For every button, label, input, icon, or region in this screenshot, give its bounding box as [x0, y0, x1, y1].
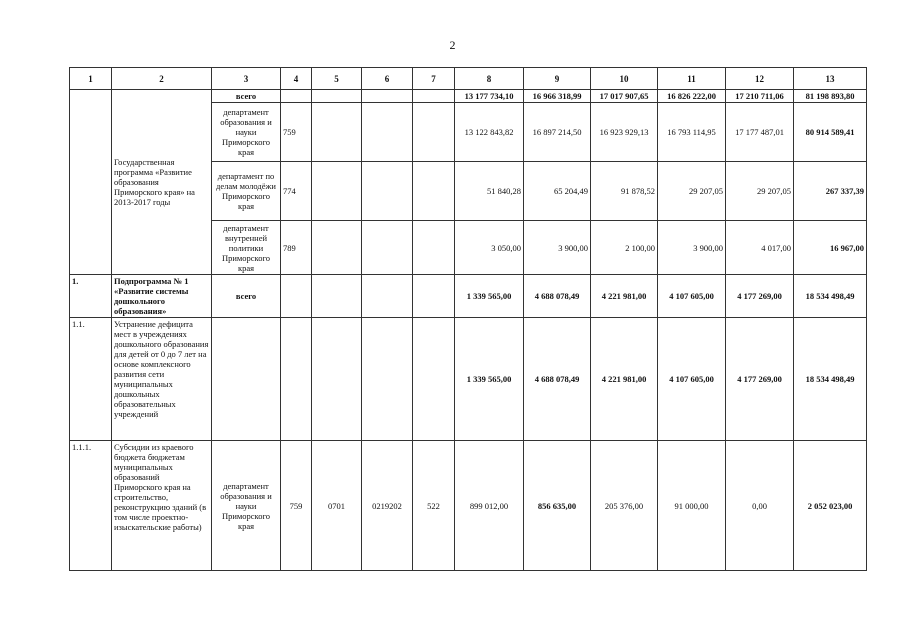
col-header: 8	[455, 68, 524, 90]
value-cell: 80 914 589,41	[794, 103, 867, 162]
value-cell: 16 923 929,13	[591, 103, 658, 162]
value-cell: 81 198 893,80	[794, 90, 867, 103]
value-cell: 267 337,39	[794, 162, 867, 221]
table-row	[70, 441, 867, 571]
value-cell: 51 840,28	[455, 162, 524, 221]
value-cell: 16 967,00	[794, 221, 867, 275]
row-number: 1.1.	[70, 318, 112, 441]
program-title: Государственная программа «Развитие образования Приморского края» на 2013-2017 годы	[112, 90, 212, 275]
value-cell: 899 012,00	[455, 441, 524, 571]
value-cell: 65 204,49	[524, 162, 591, 221]
header-row	[70, 68, 867, 90]
value-cell: 4 177 269,00	[726, 275, 794, 318]
col-header: 5	[312, 68, 362, 90]
program-num-cell	[70, 90, 112, 275]
code-cell: 759	[281, 441, 312, 571]
row-label: всего	[212, 90, 281, 103]
subprogram-title: Подпрограмма № 1 «Развитие системы дошкольного образования»	[112, 275, 212, 318]
page-number: 2	[449, 38, 456, 52]
col-header: 7	[413, 68, 455, 90]
value-cell: 18 534 498,49	[794, 318, 867, 441]
value-cell: 29 207,05	[726, 162, 794, 221]
value-cell: 0,00	[726, 441, 794, 571]
value-cell: 17 017 907,65	[591, 90, 658, 103]
value-cell: 16 966 318,99	[524, 90, 591, 103]
value-cell: 17 210 711,06	[726, 90, 794, 103]
value-cell: 205 376,00	[591, 441, 658, 571]
col-header: 6	[362, 68, 413, 90]
value-cell: 4 221 981,00	[591, 318, 658, 441]
col-header: 2	[112, 68, 212, 90]
row-label: всего	[212, 275, 281, 318]
value-cell: 2 052 023,00	[794, 441, 867, 571]
subprogram-row	[70, 275, 867, 318]
value-cell: 4 177 269,00	[726, 318, 794, 441]
value-cell: 17 177 487,01	[726, 103, 794, 162]
value-cell: 91 878,52	[591, 162, 658, 221]
value-cell: 16 793 114,95	[658, 103, 726, 162]
code-cell: 774	[281, 162, 312, 221]
value-cell: 4 688 078,49	[524, 275, 591, 318]
expense-type-cell: 522	[413, 441, 455, 571]
table-row	[70, 318, 867, 441]
col-header: 4	[281, 68, 312, 90]
section-cell: 0701	[312, 441, 362, 571]
value-cell: 3 050,00	[455, 221, 524, 275]
executor-cell: департамент внутренней политики Приморского края	[212, 221, 281, 275]
value-cell: 856 635,00	[524, 441, 591, 571]
col-header: 1	[70, 68, 112, 90]
executor-cell: департамент образования и науки Приморского края	[212, 441, 281, 571]
value-cell: 13 122 843,82	[455, 103, 524, 162]
value-cell: 18 534 498,49	[794, 275, 867, 318]
value-cell: 29 207,05	[658, 162, 726, 221]
value-cell: 3 900,00	[658, 221, 726, 275]
value-cell: 4 688 078,49	[524, 318, 591, 441]
code-cell: 789	[281, 221, 312, 275]
row-number: 1.1.1.	[70, 441, 112, 571]
value-cell: 4 107 605,00	[658, 318, 726, 441]
value-cell: 4 221 981,00	[591, 275, 658, 318]
col-header: 12	[726, 68, 794, 90]
executor-cell: департамент образования и науки Приморского края	[212, 103, 281, 162]
value-cell: 2 100,00	[591, 221, 658, 275]
value-cell: 91 000,00	[658, 441, 726, 571]
value-cell: 16 826 222,00	[658, 90, 726, 103]
item-title: Субсидии из краевого бюджета бюджетам муниципальных образований Приморского края на строительство, реконструкцию зданий (в том числе проектно-изыскательские работы)	[112, 441, 212, 571]
executor-cell: департамент по делам молодёжи Приморского края	[212, 162, 281, 221]
code-cell: 759	[281, 103, 312, 162]
col-header: 3	[212, 68, 281, 90]
value-cell: 3 900,00	[524, 221, 591, 275]
col-header: 13	[794, 68, 867, 90]
value-cell: 4 107 605,00	[658, 275, 726, 318]
col-header: 10	[591, 68, 658, 90]
value-cell: 13 177 734,10	[455, 90, 524, 103]
value-cell: 16 897 214,50	[524, 103, 591, 162]
item-title: Устранение дефицита мест в учреждениях дошкольного образования для детей от 0 до 7 лет на основе комплексного развития сети муниципальных дошкольных образовательных учреждений	[112, 318, 212, 441]
budget-table	[69, 67, 867, 571]
row-number: 1.	[70, 275, 112, 318]
col-header: 9	[524, 68, 591, 90]
value-cell: 1 339 565,00	[455, 318, 524, 441]
value-cell: 4 017,00	[726, 221, 794, 275]
value-cell: 1 339 565,00	[455, 275, 524, 318]
target-article-cell: 0219202	[362, 441, 413, 571]
col-header: 11	[658, 68, 726, 90]
program-total-row	[70, 90, 867, 103]
